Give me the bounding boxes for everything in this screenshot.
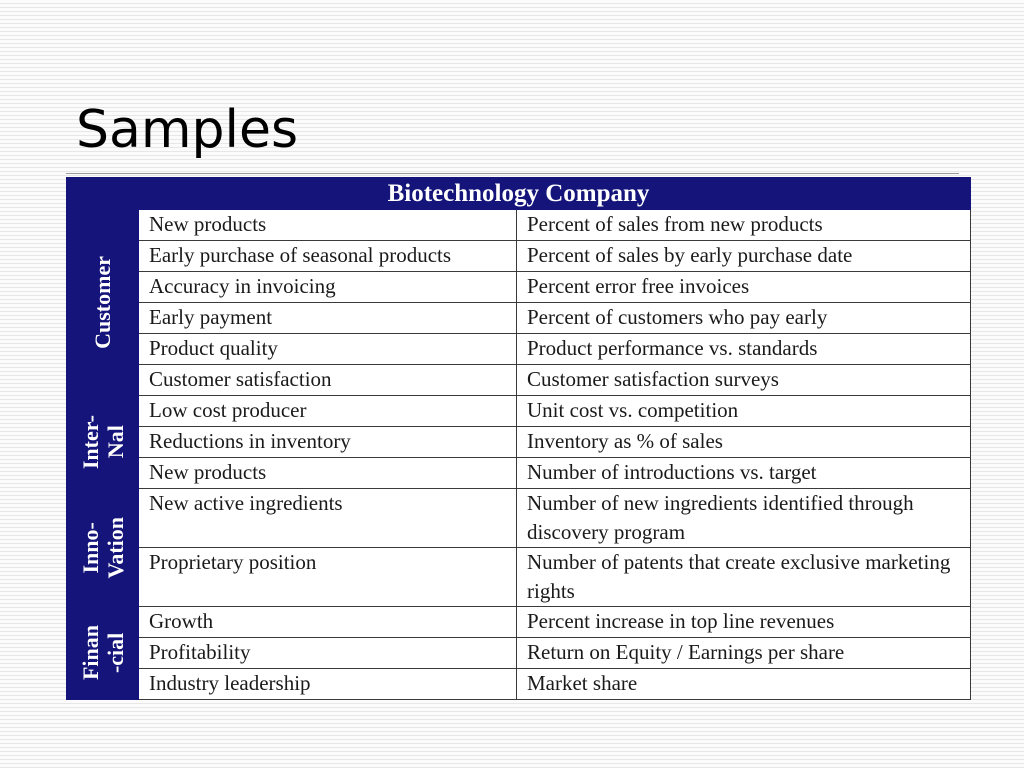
table-row (67, 272, 971, 303)
measure-cell: Percent of customers who pay early (517, 303, 971, 334)
table-row (67, 548, 971, 607)
measure-cell: Number of patents that create exclusive marketing rights (517, 548, 971, 607)
table-row (67, 241, 971, 272)
objective-cell: Customer satisfaction (139, 365, 517, 396)
objective-cell: Early purchase of seasonal products (139, 241, 517, 272)
objective-cell: Proprietary position (139, 548, 517, 607)
measure-cell: Percent of sales by early purchase date (517, 241, 971, 272)
measure-cell: Number of new ingredients identified through discovery program (517, 489, 971, 548)
measure-cell: Product performance vs. standards (517, 334, 971, 365)
measure-cell: Percent error free invoices (517, 272, 971, 303)
group-label-text: Finan -cial (77, 625, 128, 681)
group-label-financial (67, 607, 139, 700)
measure-cell: Number of introductions vs. target (517, 458, 971, 489)
objective-cell: Low cost producer (139, 396, 517, 427)
group-label-customer (67, 210, 139, 396)
table-row (67, 669, 971, 700)
objective-cell: Industry leadership (139, 669, 517, 700)
objective-cell: Early payment (139, 303, 517, 334)
scorecard-table-container (66, 177, 970, 700)
measure-cell: Customer satisfaction surveys (517, 365, 971, 396)
table-header: Biotechnology Company (67, 178, 971, 210)
measure-cell: Return on Equity / Earnings per share (517, 638, 971, 669)
measure-cell: Inventory as % of sales (517, 427, 971, 458)
objective-cell: New products (139, 210, 517, 241)
measure-cell: Percent of sales from new products (517, 210, 971, 241)
objective-cell: New products (139, 458, 517, 489)
table-row (67, 396, 971, 427)
group-label-internal (67, 396, 139, 489)
table-row (67, 607, 971, 638)
objective-cell: Product quality (139, 334, 517, 365)
table-header-row (67, 178, 971, 210)
group-label-text: Customer (90, 256, 115, 349)
objective-cell: New active ingredients (139, 489, 517, 548)
objective-cell: Accuracy in invoicing (139, 272, 517, 303)
objective-cell: Growth (139, 607, 517, 638)
biotech-scorecard-table (66, 177, 971, 700)
table-row (67, 334, 971, 365)
table-row (67, 303, 971, 334)
measure-cell: Percent increase in top line revenues (517, 607, 971, 638)
measure-cell: Unit cost vs. competition (517, 396, 971, 427)
table-row (67, 210, 971, 241)
objective-cell: Reductions in inventory (139, 427, 517, 458)
table-row (67, 427, 971, 458)
table-row (67, 489, 971, 548)
objective-cell: Profitability (139, 638, 517, 669)
title-divider (66, 173, 959, 174)
table-row (67, 365, 971, 396)
measure-cell: Market share (517, 669, 971, 700)
group-label-text: Inter- Nal (77, 414, 128, 470)
table-row (67, 638, 971, 669)
group-label-innovation (67, 489, 139, 607)
group-label-text: Inno- Vation (77, 516, 128, 579)
slide-title: Samples (76, 100, 299, 160)
table-row (67, 458, 971, 489)
